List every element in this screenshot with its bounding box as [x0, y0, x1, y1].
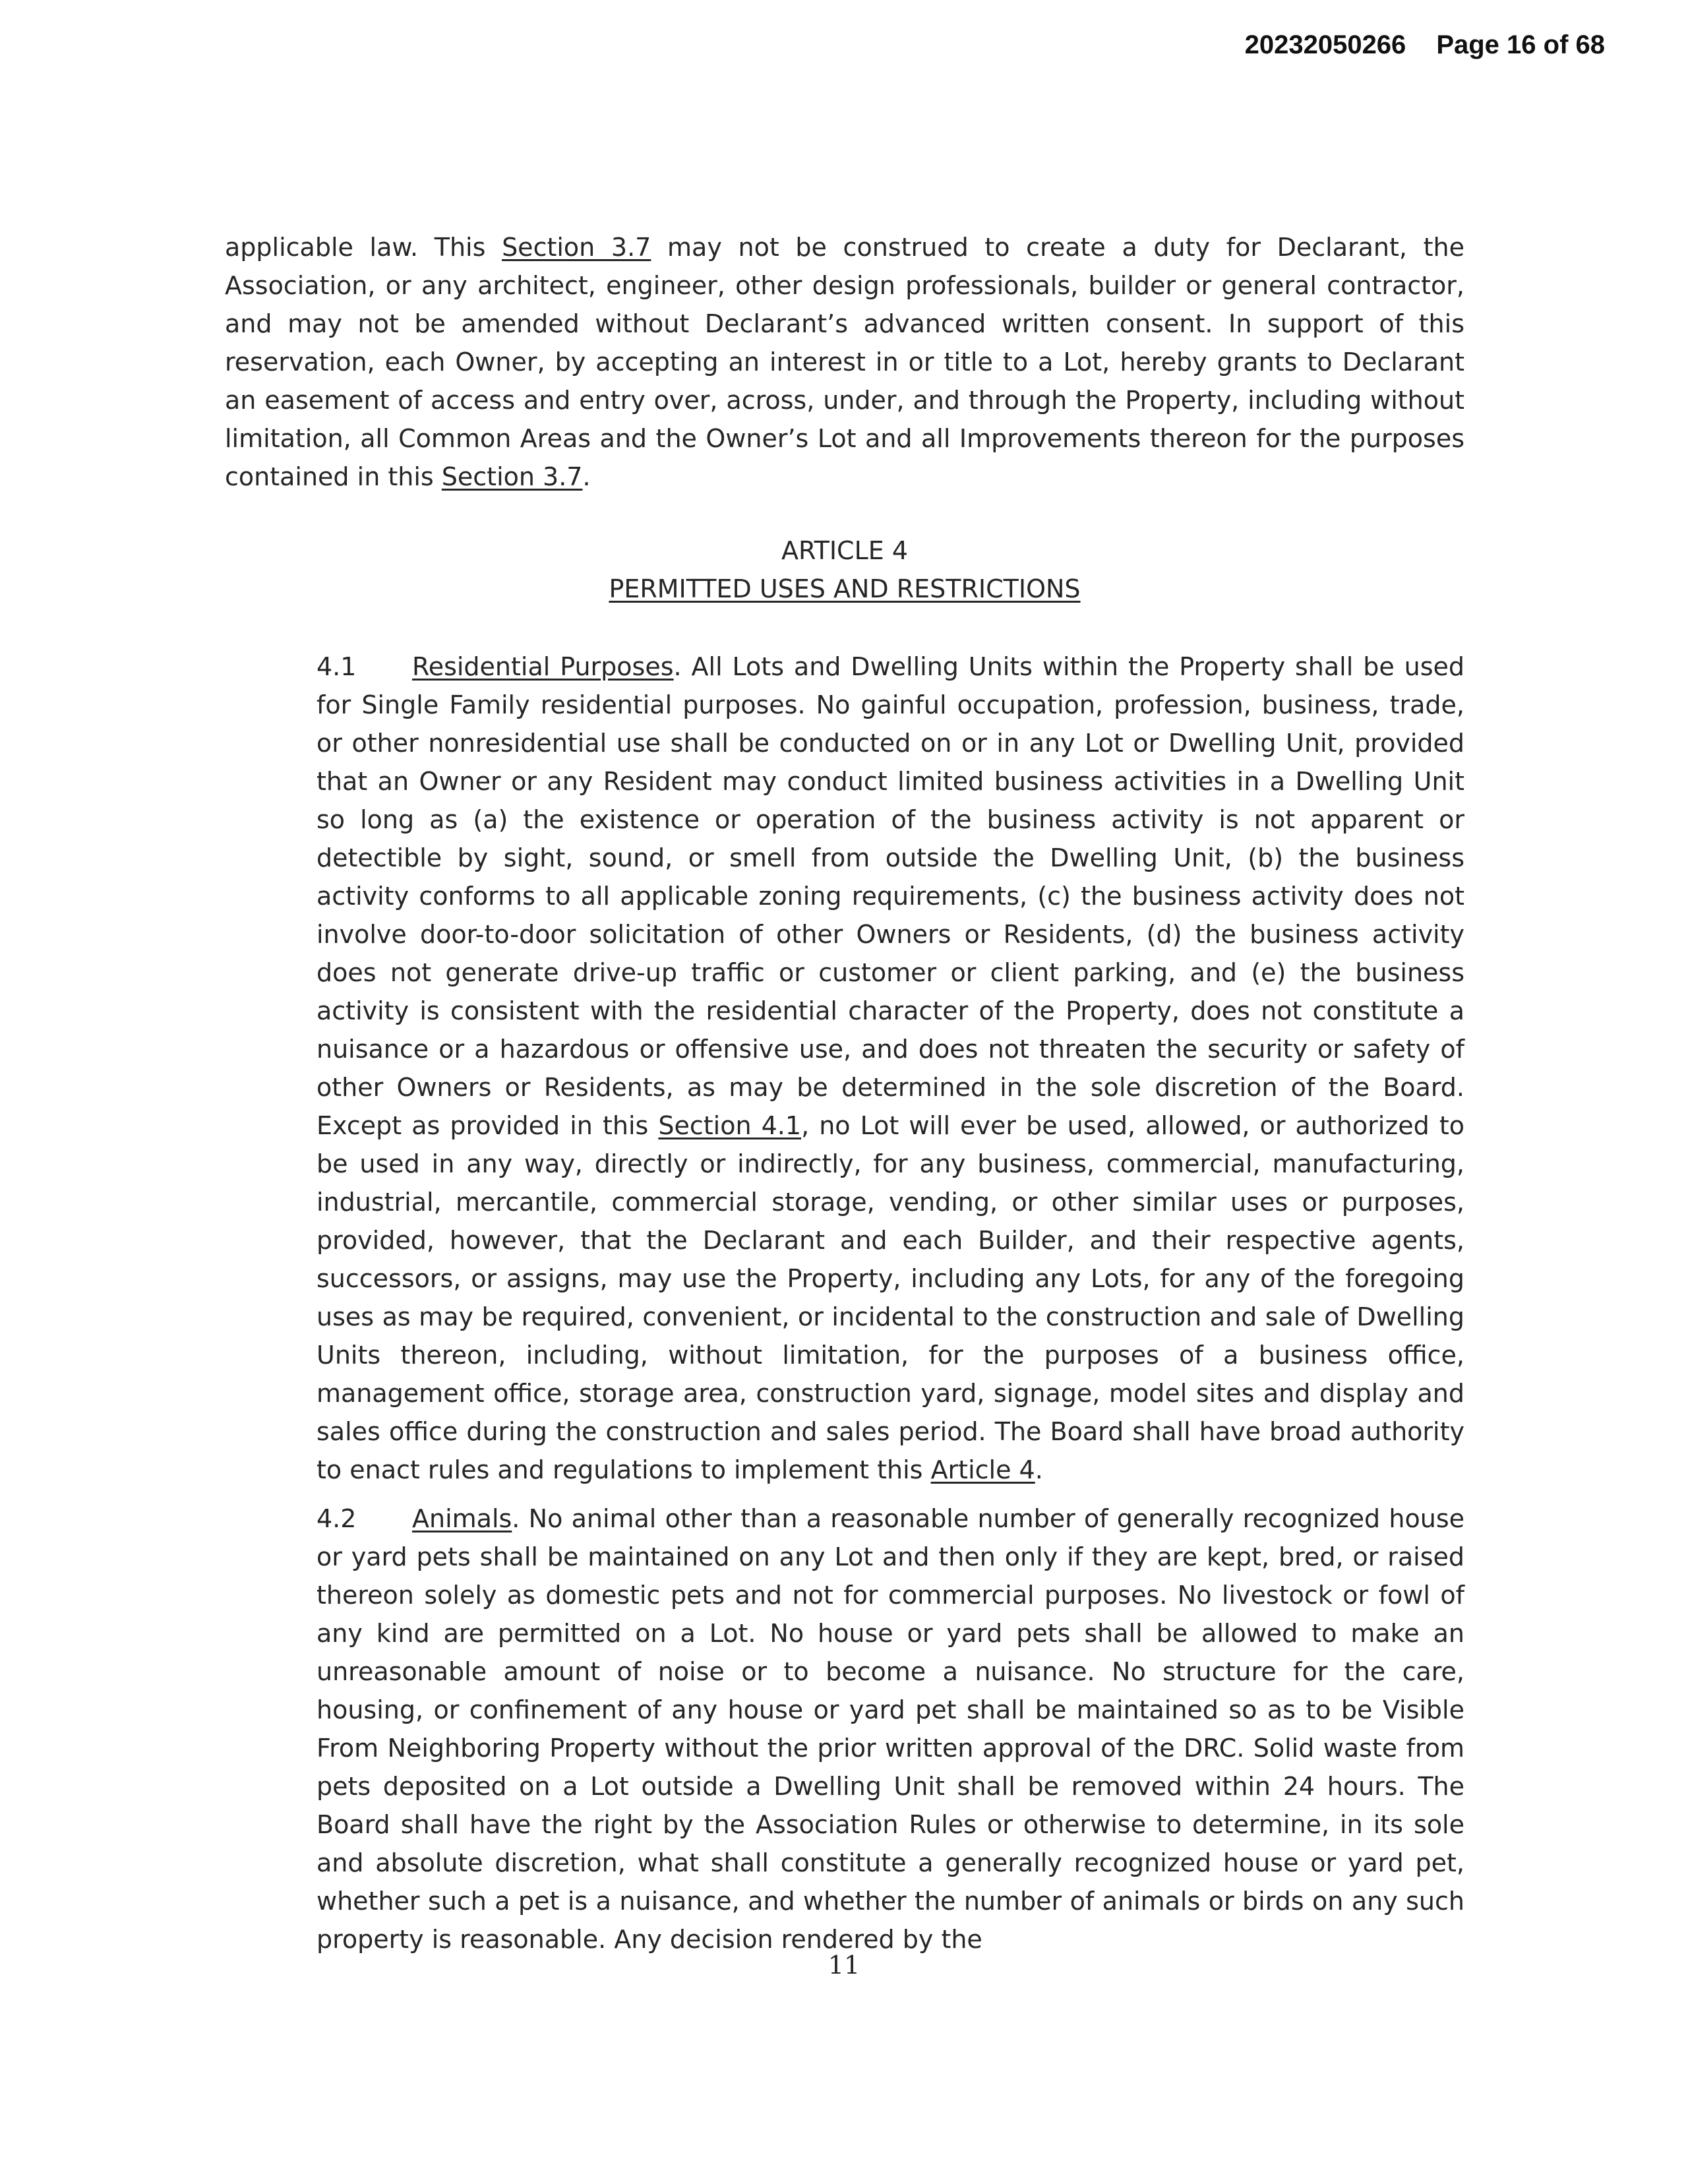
continuation-paragraph: applicable law. This Section 3.7 may not be construed to create a duty for Declarant, the Association, or any architect, engineer, other design professionals, builder or general contractor, and may not be amended without Declarant’s advanced written consent. In support of this reservation, each Owner, by accepting an interest in or title to a Lot, hereby grants to Declarant an easement of access and entry over, across, under, and through the Property, including without limitation, all Common Areas and the Owner’s Lot and all Improvements thereon for the purposes contained in this Section 3.7. [225, 233, 1464, 491]
section-4-1: 4.1 Residential Purposes. All Lots and Dwelling Units within the Property shall be used for Single Family residential purposes. No gainful occupation, profession, business, trade, or other nonresidential use shall be conducted on or in any Lot or Dwelling Unit, provided that an Owner or any Resident may conduct limited business activities in a Dwelling Unit so long as (a) the existence or operation of the business activity is not apparent or detectible by sight, sound, or smell from outside the Dwelling Unit, (b) the business activity conforms to all applicable zoning requirements, (c) the business activity does not involve door-to-door solicitation of other Owners or Residents, (d) the business activity does not generate drive-up traffic or customer or client parking, and (e) the business activity is consistent with the residential character of the Property, does not constitute a nuisance or a hazardous or offensive use, and does not threaten the security or safety of other Owners or Residents, as may be determined in the sole discretion of the Board. Except as provided in this Section 4.1, no Lot will ever be used, allowed, or authorized to be used in any way, directly or indirectly, for any business, commercial, manufacturing, industrial, mercantile, commercial storage, vending, or other similar uses or purposes, provided, however, that the Declarant and each Builder, and their respective agents, successors, or assigns, may use the Property, including any Lots, for any of the foregoing uses as may be required, convenient, or incidental to the construction and sale of Dwelling Units thereon, including, without limitation, for the purposes of a business office, management office, storage area, construction yard, signage, model sites and display and sales office during the construction and sales period. The Board shall have broad authority to enact rules and regulations to implement this Article 4. [225, 648, 1464, 1489]
section-heading: Residential Purposes [412, 652, 674, 681]
section-4-2: 4.2 Animals. No animal other than a reasonable number of generally recognized house or yard pets shall be maintained on any Lot and then only if they are kept, bred, or raised thereon solely as domestic pets and not for commercial purposes. No livestock or fowl of any kind are permitted on a Lot. No house or yard pets shall be allowed to make an unreasonable amount of noise or to become a nuisance. No structure for the care, housing, or confinement of any house or yard pet shall be maintained so as to be Visible From Neighboring Property without the prior written approval of the DRC. Solid waste from pets deposited on a Lot outside a Dwelling Unit shall be removed within 24 hours. The Board shall have the right by the Association Rules or otherwise to determine, in its sole and absolute discretion, what shall constitute a generally recognized house or yard pet, whether such a pet is a nuisance, and whether the number of animals or birds on any such property is reasonable. Any decision rendered by the [225, 1500, 1464, 1958]
article-title: PERMITTED USES AND RESTRICTIONS [609, 574, 1081, 603]
page-header [1245, 30, 1605, 60]
article-number: ARTICLE 4 [781, 536, 909, 565]
section-reference-link: Section 4.1 [658, 1111, 802, 1140]
section-number: 4.2 [316, 1504, 357, 1533]
article-reference-link: Article 4 [930, 1455, 1035, 1484]
document-number: 20232050266 [1244, 30, 1406, 59]
section-number: 4.1 [316, 652, 357, 681]
section-reference-link: Section 3.7 [502, 233, 651, 262]
page-number: 11 [828, 1951, 860, 1980]
page-count-label: Page 16 of 68 [1436, 30, 1605, 59]
section-reference-link: Section 3.7 [441, 462, 583, 491]
article-heading [225, 531, 1464, 608]
section-heading: Animals [412, 1504, 512, 1533]
